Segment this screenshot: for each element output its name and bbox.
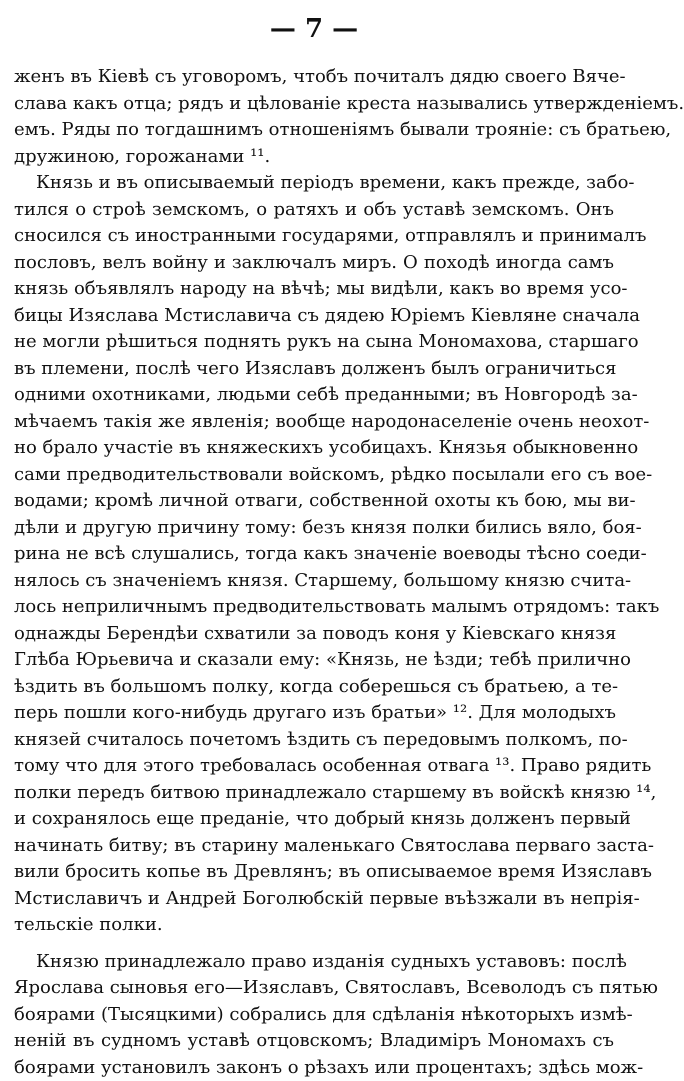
text-line: князей считалось почетомъ ѣздить съ передовымъ полкомъ, по- (14, 727, 614, 754)
text-line: женъ въ Кіевѣ съ уговоромъ, чтобъ почиталъ дядю своего Вяче- (14, 64, 614, 91)
paragraph-2 (14, 170, 614, 939)
text-line: вили бросить копье въ Древлянъ; въ описываемое время Изяславъ (14, 859, 614, 886)
text-line: начинать битву; въ старину маленькаго Святослава перваго заста- (14, 833, 614, 860)
text-line: боярами (Тысяцкими) собрались для сдѣланія нѣкоторыхъ измѣ- (14, 1002, 614, 1029)
paragraph-spacer (14, 939, 614, 949)
text-line: боярами установилъ законъ о рѣзахъ или процентахъ; здѣсь мож- (14, 1055, 614, 1081)
text-line: тому что для этого требовалась особенная отвага ¹³. Право рядить (14, 753, 614, 780)
text-line: Ярослава сыновья его—Изяславъ, Святославъ, Всеволодъ съ пятью (14, 975, 614, 1002)
text-line: водами; кромѣ личной отваги, собственной охоты къ бою, мы ви- (14, 488, 614, 515)
paragraph-3 (14, 949, 614, 1081)
text-line: полки передъ битвою принадлежало старшему въ войскѣ князю ¹⁴, (14, 780, 614, 807)
text-line: одними охотниками, людьми себѣ преданными; въ Новгородѣ за- (14, 382, 614, 409)
text-line: въ племени, послѣ чего Изяславъ долженъ былъ ограничиться (14, 356, 614, 383)
paragraph-1 (14, 64, 614, 170)
text-line: нялось съ значеніемъ князя. Старшему, большому князю счита- (14, 568, 614, 595)
text-line: однажды Берендѣи схватили за поводъ коня у Кіевскаго князя (14, 621, 614, 648)
text-line: тельскіе полки. (14, 912, 614, 939)
text-line: дѣли и другую причину тому: безъ князя полки бились вяло, боя- (14, 515, 614, 542)
text-line: неній въ судномъ уставѣ отцовскомъ; Владиміръ Мономахъ съ (14, 1028, 614, 1055)
text-line: мѣчаемъ такія же явленія; вообще народонаселеніе очень неохот- (14, 409, 614, 436)
page-number: — 7 — (14, 14, 614, 48)
text-line: пословъ, велъ войну и заключалъ миръ. О походѣ иногда самъ (14, 250, 614, 277)
text-line: сами предводительствовали войскомъ, рѣдко посылали его съ вое- (14, 462, 614, 489)
text-line: Князю принадлежало право изданія судныхъ уставовъ: послѣ (14, 949, 614, 976)
text-line: рина не всѣ слушались, тогда какъ значеніе воеводы тѣсно соеди- (14, 541, 614, 568)
text-line: Глѣба Юрьевича и сказали ему: «Князь, не ѣзди; тебѣ прилично (14, 647, 614, 674)
text-line: перь пошли кого-нибудь другаго изъ братьи» ¹². Для молодыхъ (14, 700, 614, 727)
text-line: Князь и въ описываемый періодъ времени, какъ прежде, забо- (14, 170, 614, 197)
text-line: Мстиславичъ и Андрей Боголюбскій первые въѣзжали въ непрія- (14, 886, 614, 913)
text-line: но брало участіе въ княжескихъ усобицахъ. Князья обыкновенно (14, 435, 614, 462)
text-line: слава какъ отца; рядъ и цѣлованіе креста назывались утвержденіемъ. (14, 91, 614, 118)
text-line: лось неприличнымъ предводительствовать малымъ отрядомъ: такъ (14, 594, 614, 621)
text-line: и сохранялось еще преданіе, что добрый князь долженъ первый (14, 806, 614, 833)
text-line: дружиною, горожанами ¹¹. (14, 144, 614, 171)
text-line: емъ. Ряды по тогдашнимъ отношеніямъ бывали трояніе: съ братьею, (14, 117, 614, 144)
text-line: бицы Изяслава Мстиславича съ дядею Юріемъ Кіевляне сначала (14, 303, 614, 330)
text-line: ѣздить въ большомъ полку, когда соберешься съ братьею, а те- (14, 674, 614, 701)
text-line: князь объявлялъ народу на вѣчѣ; мы видѣли, какъ во время усо- (14, 276, 614, 303)
text-line: сносился съ иностранными государями, отправлялъ и принималъ (14, 223, 614, 250)
text-line: не могли рѣшиться поднять рукъ на сына Мономахова, старшаго (14, 329, 614, 356)
text-line: тился о строѣ земскомъ, о ратяхъ и объ уставѣ земскомъ. Онъ (14, 197, 614, 224)
